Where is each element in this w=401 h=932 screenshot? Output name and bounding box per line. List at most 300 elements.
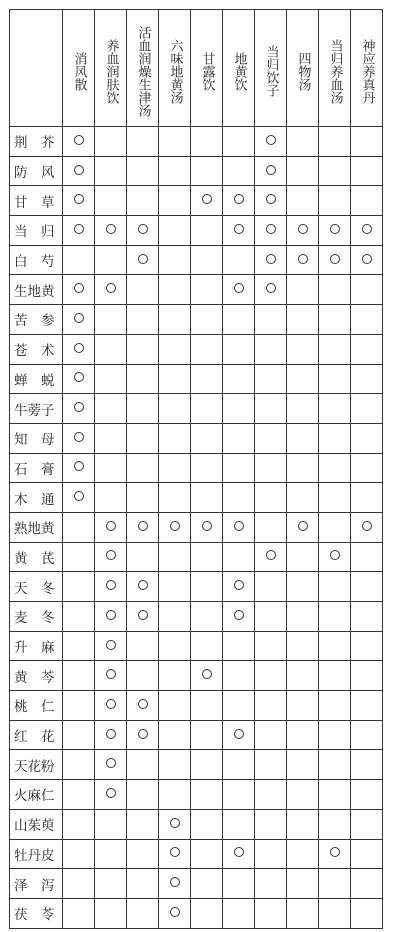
circle-mark-icon [138, 521, 148, 531]
formula-header-wrap [127, 10, 158, 126]
table-cell [223, 512, 255, 542]
table-cell [223, 631, 255, 661]
table-cell [287, 839, 319, 869]
table-cell [95, 186, 127, 216]
formula-header [223, 10, 255, 127]
table-cell [63, 602, 95, 632]
table-row [10, 839, 383, 869]
table-cell [319, 780, 351, 810]
table-cell [319, 542, 351, 572]
circle-mark-icon [330, 254, 340, 264]
table-cell [255, 305, 287, 335]
table-cell [223, 156, 255, 186]
table-cell [287, 156, 319, 186]
table-cell [319, 869, 351, 899]
table-cell [351, 631, 383, 661]
circle-mark-icon [74, 372, 84, 382]
table-cell [351, 127, 383, 157]
table-row [10, 453, 383, 483]
table-cell [127, 186, 159, 216]
table-cell [191, 512, 223, 542]
table-cell [255, 780, 287, 810]
table-cell [191, 750, 223, 780]
circle-mark-icon [106, 283, 116, 293]
circle-mark-icon [106, 580, 116, 590]
formula-header-wrap [319, 10, 350, 126]
table-cell [63, 156, 95, 186]
table-cell [95, 453, 127, 483]
herb-name: 泽 泻 [10, 869, 63, 899]
formula-header-wrap [287, 10, 318, 126]
table-cell [63, 542, 95, 572]
formula-header-wrap [191, 10, 222, 126]
table-row [10, 394, 383, 424]
table-cell [223, 602, 255, 632]
formula-header [191, 10, 223, 127]
formula-header [63, 10, 95, 127]
herb-name: 红 花 [10, 720, 63, 750]
circle-mark-icon [106, 550, 116, 560]
table-cell [191, 394, 223, 424]
table-cell [127, 334, 159, 364]
table-row [10, 305, 383, 335]
table-cell [127, 127, 159, 157]
circle-mark-icon [74, 135, 84, 145]
table-cell [95, 809, 127, 839]
table-cell [319, 602, 351, 632]
table-cell [351, 394, 383, 424]
table-cell [95, 423, 127, 453]
table-cell [255, 720, 287, 750]
circle-mark-icon [266, 135, 276, 145]
table-cell [159, 423, 191, 453]
circle-mark-icon [234, 580, 244, 590]
table-cell [223, 898, 255, 928]
table-cell [127, 691, 159, 721]
table-cell [159, 750, 191, 780]
circle-mark-icon [106, 640, 116, 650]
table-cell [95, 216, 127, 246]
table-cell [127, 483, 159, 513]
table-cell [95, 364, 127, 394]
table-cell [319, 186, 351, 216]
table-cell [63, 691, 95, 721]
table-cell [351, 809, 383, 839]
circle-mark-icon [106, 699, 116, 709]
table-cell [191, 572, 223, 602]
table-row [10, 127, 383, 157]
table-cell [63, 720, 95, 750]
herb-name: 甘 草 [10, 186, 63, 216]
table-cell [319, 661, 351, 691]
herb-name: 苍 术 [10, 334, 63, 364]
table-cell [223, 691, 255, 721]
herb-name: 牛蒡子 [10, 394, 63, 424]
table-cell [191, 631, 223, 661]
table-cell [159, 275, 191, 305]
table-cell [127, 661, 159, 691]
circle-mark-icon [106, 224, 116, 234]
herb-name: 熟地黄 [10, 512, 63, 542]
table-cell [287, 334, 319, 364]
circle-mark-icon [138, 610, 148, 620]
formula-header-wrap [255, 10, 286, 126]
formula-name: 消风散 [71, 51, 87, 91]
table-cell [255, 156, 287, 186]
table-cell [255, 631, 287, 661]
table-cell [191, 186, 223, 216]
table-cell [351, 186, 383, 216]
table-cell [287, 245, 319, 275]
table-cell [351, 423, 383, 453]
table-cell [191, 839, 223, 869]
formula-header [319, 10, 351, 127]
circle-mark-icon [330, 550, 340, 560]
table-cell [287, 305, 319, 335]
table-cell [255, 245, 287, 275]
table-cell [223, 809, 255, 839]
table-cell [351, 691, 383, 721]
table-cell [63, 750, 95, 780]
table-cell [223, 245, 255, 275]
table-cell [159, 631, 191, 661]
table-cell [95, 750, 127, 780]
table-cell [223, 839, 255, 869]
table-row [10, 780, 383, 810]
table-cell [319, 572, 351, 602]
table-cell [159, 245, 191, 275]
circle-mark-icon [106, 669, 116, 679]
circle-mark-icon [74, 343, 84, 353]
circle-mark-icon [74, 283, 84, 293]
table-cell [127, 216, 159, 246]
table-cell [127, 839, 159, 869]
header-row [10, 10, 383, 127]
table-cell [191, 423, 223, 453]
circle-mark-icon [74, 432, 84, 442]
table-body [10, 127, 383, 929]
table-row [10, 542, 383, 572]
circle-mark-icon [202, 669, 212, 679]
table-cell [287, 423, 319, 453]
table-cell [223, 572, 255, 602]
formula-name: 当归养血汤 [327, 38, 343, 104]
table-row [10, 423, 383, 453]
table-cell [351, 898, 383, 928]
circle-mark-icon [202, 521, 212, 531]
formula-name: 地黄饮 [231, 51, 247, 91]
table-cell [191, 275, 223, 305]
table-cell [319, 839, 351, 869]
table-cell [95, 245, 127, 275]
formula-name: 四物汤 [295, 51, 311, 91]
table-cell [127, 720, 159, 750]
table-cell [191, 305, 223, 335]
herb-name: 牡丹皮 [10, 839, 63, 869]
table-cell [127, 364, 159, 394]
table-cell [191, 898, 223, 928]
table-cell [351, 156, 383, 186]
table-row [10, 572, 383, 602]
circle-mark-icon [234, 283, 244, 293]
herb-name: 石 膏 [10, 453, 63, 483]
table-cell [191, 720, 223, 750]
table-cell [223, 542, 255, 572]
table-cell [287, 275, 319, 305]
table-row [10, 809, 383, 839]
table-cell [191, 809, 223, 839]
circle-mark-icon [74, 224, 84, 234]
table-cell [287, 661, 319, 691]
table-cell [223, 364, 255, 394]
circle-mark-icon [74, 461, 84, 471]
table-cell [127, 512, 159, 542]
herb-name: 当 归 [10, 216, 63, 246]
circle-mark-icon [362, 254, 372, 264]
circle-mark-icon [266, 224, 276, 234]
table-row [10, 275, 383, 305]
table-cell [351, 305, 383, 335]
formula-name: 养血润肤饮 [103, 38, 119, 104]
table-cell [159, 483, 191, 513]
table-cell [255, 572, 287, 602]
table-cell [63, 216, 95, 246]
table-cell [255, 423, 287, 453]
table-cell [223, 780, 255, 810]
table-cell [127, 631, 159, 661]
circle-mark-icon [362, 521, 372, 531]
formula-header [127, 10, 159, 127]
table-cell [159, 869, 191, 899]
herb-name: 荆 芥 [10, 127, 63, 157]
table-cell [63, 453, 95, 483]
table-cell [63, 869, 95, 899]
table-cell [95, 156, 127, 186]
circle-mark-icon [234, 610, 244, 620]
table-cell [159, 720, 191, 750]
table-cell [95, 542, 127, 572]
table-row [10, 156, 383, 186]
table-row [10, 216, 383, 246]
table-cell [191, 364, 223, 394]
table-cell [127, 750, 159, 780]
circle-mark-icon [266, 165, 276, 175]
table-cell [63, 364, 95, 394]
table-cell [255, 898, 287, 928]
circle-mark-icon [266, 254, 276, 264]
table-cell [191, 245, 223, 275]
table-cell [95, 898, 127, 928]
table-cell [159, 394, 191, 424]
table-cell [255, 216, 287, 246]
table-cell [159, 156, 191, 186]
table-cell [127, 245, 159, 275]
table-cell [287, 631, 319, 661]
formula-header [351, 10, 383, 127]
table-cell [255, 839, 287, 869]
table-cell [191, 602, 223, 632]
formula-name: 活血润燥生津汤 [135, 25, 151, 117]
circle-mark-icon [138, 699, 148, 709]
table-cell [287, 216, 319, 246]
table-cell [191, 453, 223, 483]
table-cell [223, 483, 255, 513]
table-cell [127, 898, 159, 928]
circle-mark-icon [298, 254, 308, 264]
table-cell [191, 661, 223, 691]
circle-mark-icon [74, 165, 84, 175]
table-cell [223, 275, 255, 305]
table-cell [95, 334, 127, 364]
table-cell [319, 512, 351, 542]
formula-name: 六味地黄汤 [167, 38, 183, 104]
table-cell [159, 216, 191, 246]
table-cell [159, 186, 191, 216]
circle-mark-icon [170, 521, 180, 531]
table-cell [255, 453, 287, 483]
table-cell [191, 780, 223, 810]
table-cell [223, 216, 255, 246]
formula-header-wrap [351, 10, 382, 126]
table-cell [63, 394, 95, 424]
table-cell [287, 572, 319, 602]
table-row [10, 364, 383, 394]
table-cell [351, 334, 383, 364]
table-cell [191, 216, 223, 246]
table-cell [63, 631, 95, 661]
table-cell [319, 245, 351, 275]
circle-mark-icon [74, 491, 84, 501]
table-cell [255, 275, 287, 305]
table-cell [255, 394, 287, 424]
table-cell [351, 245, 383, 275]
circle-mark-icon [74, 313, 84, 323]
corner-cell [10, 10, 63, 127]
circle-mark-icon [170, 907, 180, 917]
herb-name: 天花粉 [10, 750, 63, 780]
formula-name: 甘露饮 [199, 51, 215, 91]
table-row [10, 750, 383, 780]
table-cell [223, 186, 255, 216]
circle-mark-icon [106, 610, 116, 620]
table-row [10, 661, 383, 691]
formula-header [95, 10, 127, 127]
circle-mark-icon [330, 224, 340, 234]
table-cell [319, 275, 351, 305]
table-row [10, 602, 383, 632]
herb-name: 天 冬 [10, 572, 63, 602]
table-cell [159, 572, 191, 602]
table-cell [63, 127, 95, 157]
table-cell [159, 334, 191, 364]
formula-herb-table [9, 9, 383, 929]
table-cell [287, 453, 319, 483]
table-cell [287, 869, 319, 899]
table-cell [63, 572, 95, 602]
table-cell [255, 869, 287, 899]
table-cell [255, 542, 287, 572]
table-cell [351, 661, 383, 691]
table-row [10, 512, 383, 542]
herb-name: 山茱萸 [10, 809, 63, 839]
table-cell [127, 542, 159, 572]
table-cell [351, 275, 383, 305]
table-row [10, 631, 383, 661]
table-cell [95, 572, 127, 602]
table-cell [127, 780, 159, 810]
table-cell [127, 869, 159, 899]
table-cell [287, 364, 319, 394]
table-cell [351, 216, 383, 246]
table-cell [255, 127, 287, 157]
table-cell [351, 720, 383, 750]
table-cell [159, 661, 191, 691]
table-cell [255, 512, 287, 542]
circle-mark-icon [202, 194, 212, 204]
circle-mark-icon [170, 877, 180, 887]
table-cell [63, 245, 95, 275]
table-cell [319, 334, 351, 364]
table-cell [287, 542, 319, 572]
circle-mark-icon [234, 224, 244, 234]
table-cell [191, 542, 223, 572]
table-cell [159, 305, 191, 335]
table-cell [159, 364, 191, 394]
table-cell [63, 898, 95, 928]
formula-header [255, 10, 287, 127]
herb-name: 木 通 [10, 483, 63, 513]
table-cell [287, 691, 319, 721]
circle-mark-icon [234, 847, 244, 857]
table-cell [191, 334, 223, 364]
table-cell [319, 898, 351, 928]
table-cell [255, 483, 287, 513]
table-cell [351, 750, 383, 780]
table-cell [287, 750, 319, 780]
circle-mark-icon [234, 194, 244, 204]
herb-name: 火麻仁 [10, 780, 63, 810]
table-cell [159, 898, 191, 928]
table-cell [159, 780, 191, 810]
table-cell [191, 691, 223, 721]
table-cell [223, 661, 255, 691]
table-cell [127, 156, 159, 186]
table-cell [95, 275, 127, 305]
formula-header-wrap [223, 10, 254, 126]
table-cell [95, 512, 127, 542]
table-cell [287, 898, 319, 928]
table-cell [127, 809, 159, 839]
formula-header-wrap [159, 10, 190, 126]
herb-name: 桃 仁 [10, 691, 63, 721]
circle-mark-icon [298, 224, 308, 234]
table-cell [319, 364, 351, 394]
table-cell [159, 839, 191, 869]
formula-header [159, 10, 191, 127]
table-cell [63, 483, 95, 513]
formula-name: 当归饮子 [263, 45, 279, 97]
table-cell [287, 720, 319, 750]
table-cell [319, 809, 351, 839]
table-row [10, 691, 383, 721]
table-cell [319, 127, 351, 157]
circle-mark-icon [170, 818, 180, 828]
circle-mark-icon [234, 521, 244, 531]
herb-name: 升 麻 [10, 631, 63, 661]
table-cell [319, 631, 351, 661]
table-cell [63, 809, 95, 839]
circle-mark-icon [170, 847, 180, 857]
